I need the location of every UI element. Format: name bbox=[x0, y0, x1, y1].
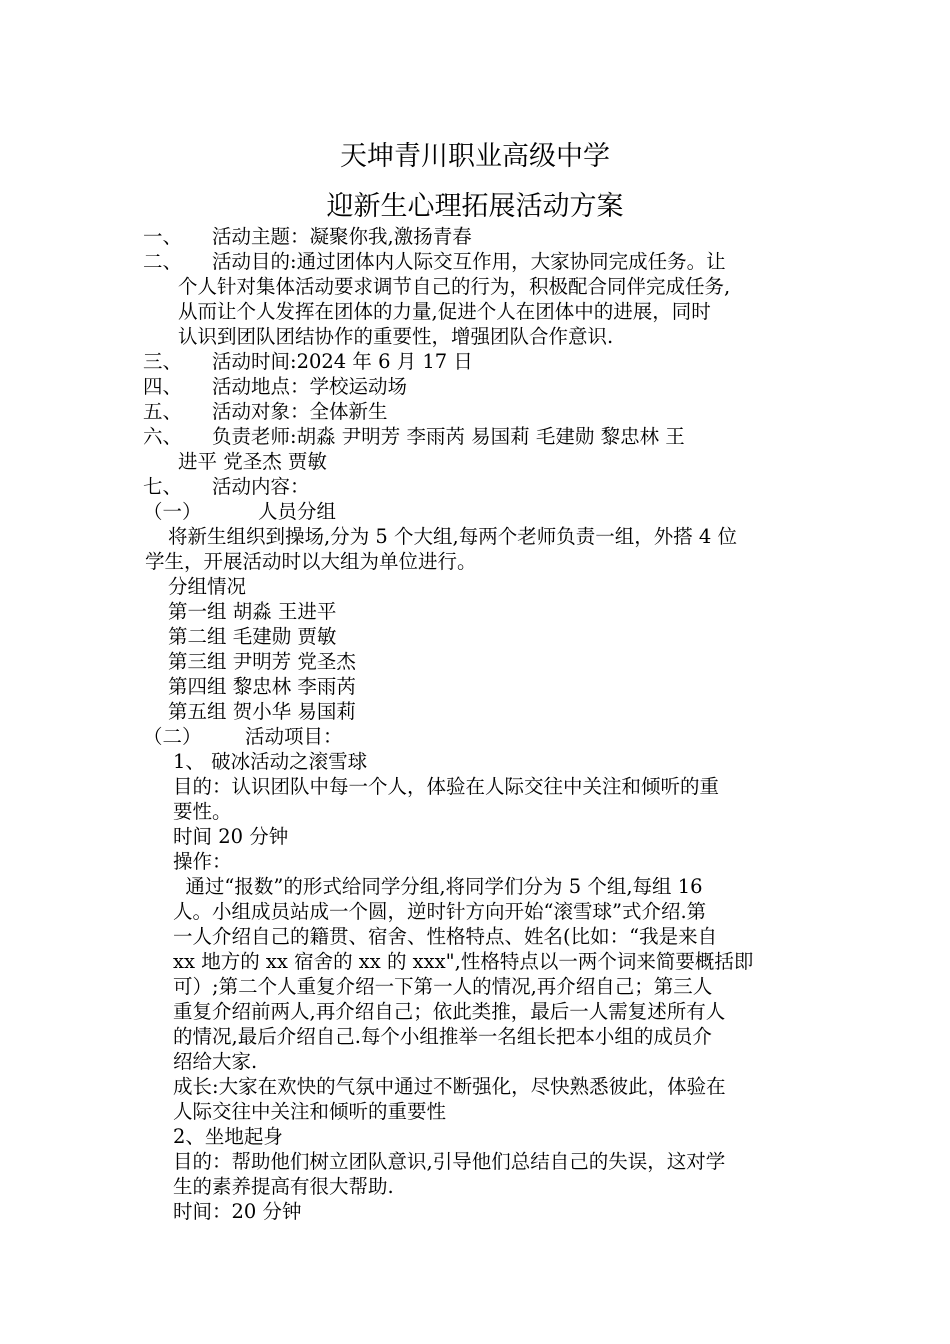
group-row: 第四组 黎忠林 李雨芮 bbox=[168, 675, 356, 698]
item-number: 三、 bbox=[143, 350, 183, 373]
activity-operation-line: 的情况,最后介绍自己.每个小组推举一名组长把本小组的成员介 bbox=[173, 1025, 712, 1048]
activity-time: 时间 20 分钟 bbox=[173, 825, 289, 848]
activity-operation-line: 可）;第二个人重复介绍一下第一人的情况,再介绍自己；第三人 bbox=[173, 975, 713, 998]
item-line: 活动主题：凝聚你我,激扬青春 bbox=[212, 225, 472, 248]
plan-title: 迎新生心理拓展活动方案 bbox=[326, 191, 624, 222]
item-line: 负责老师:胡淼 尹明芳 李雨芮 易国莉 毛建勋 黎忠林 王 bbox=[212, 425, 685, 448]
activity-purpose-line: 要性。 bbox=[173, 800, 232, 823]
item-line: 个人针对集体活动要求调节自己的行为，积极配合同伴完成任务, bbox=[178, 275, 731, 298]
item-number: 五、 bbox=[143, 400, 183, 423]
item-line: 认识到团队团结协作的重要性，增强团队合作意识. bbox=[178, 325, 614, 348]
item-line: 活动对象：全体新生 bbox=[212, 400, 388, 423]
activity-operation-line: xx 地方的 xx 宿舍的 xx 的 xxx",性格特点以一两个词来简要概括即 bbox=[173, 950, 754, 973]
activity-growth-line: 人际交往中关注和倾听的重要性 bbox=[173, 1100, 447, 1123]
item-number: 四、 bbox=[143, 375, 183, 398]
activity-purpose-line: 目的：帮助他们树立团队意识,引导他们总结自己的失误，这对学 bbox=[173, 1150, 726, 1173]
activity-operation-line: 通过“报数”的形式给同学分组,将同学们分为 5 个组,每组 16 bbox=[173, 875, 703, 898]
activity-time: 时间：20 分钟 bbox=[173, 1200, 302, 1223]
item-line: 活动时间:2024 年 6 月 17 日 bbox=[212, 350, 473, 373]
section-title: 活动项目： bbox=[245, 725, 343, 748]
item-line: 从而让个人发挥在团体的力量,促进个人在团体中的进展，同时 bbox=[178, 300, 711, 323]
item-number: 七、 bbox=[143, 475, 183, 498]
section-title: 人员分组 bbox=[258, 500, 337, 523]
activity-title: 1、 破冰活动之滚雪球 bbox=[173, 750, 368, 773]
activity-growth-line: 成长:大家在欢快的气氛中通过不断强化，尽快熟悉彼此，体验在 bbox=[173, 1075, 726, 1098]
activity-purpose-line: 生的素养提高有很大帮助. bbox=[173, 1175, 394, 1198]
group-row: 第一组 胡淼 王进平 bbox=[168, 600, 337, 623]
activity-operation-line: 重复介绍前两人,再介绍自己；依此类推，最后一人需复述所有人 bbox=[173, 1000, 726, 1023]
group-row: 第五组 贺小华 易国莉 bbox=[168, 700, 356, 723]
section-number: （一） bbox=[143, 500, 202, 523]
groups-heading: 分组情况 bbox=[168, 575, 247, 598]
item-line: 进平 党圣杰 贾敏 bbox=[178, 450, 327, 473]
group-row: 第三组 尹明芳 党圣杰 bbox=[168, 650, 356, 673]
paragraph-line: 将新生组织到操场,分为 5 个大组,每两个老师负责一组，外搭 4 位 bbox=[168, 525, 738, 548]
section-number: （二） bbox=[143, 725, 202, 748]
activity-operation-line: 绍给大家. bbox=[173, 1050, 258, 1073]
item-line: 活动目的:通过团体内人际交互作用，大家协同完成任务。让 bbox=[212, 250, 726, 273]
school-title: 天坤青川职业高级中学 bbox=[340, 141, 610, 172]
activity-operation-line: 一人介绍自己的籍贯、宿舍、性格特点、姓名(比如：“我是来自 bbox=[173, 925, 718, 948]
activity-title: 2、坐地起身 bbox=[173, 1125, 283, 1148]
item-line: 活动内容： bbox=[212, 475, 310, 498]
group-row: 第二组 毛建勋 贾敏 bbox=[168, 625, 337, 648]
item-number: 二、 bbox=[143, 250, 183, 273]
activity-purpose-line: 目的：认识团队中每一个人，体验在人际交往中关注和倾听的重 bbox=[173, 775, 720, 798]
activity-operation-label: 操作： bbox=[173, 850, 232, 873]
item-number: 一、 bbox=[143, 225, 183, 248]
item-number: 六、 bbox=[143, 425, 183, 448]
item-line: 活动地点：学校运动场 bbox=[212, 375, 408, 398]
paragraph-line: 学生，开展活动时以大组为单位进行。 bbox=[145, 550, 477, 573]
activity-operation-line: 人。小组成员站成一个圆，逆时针方向开始“滚雪球”式介绍.第 bbox=[173, 900, 707, 923]
